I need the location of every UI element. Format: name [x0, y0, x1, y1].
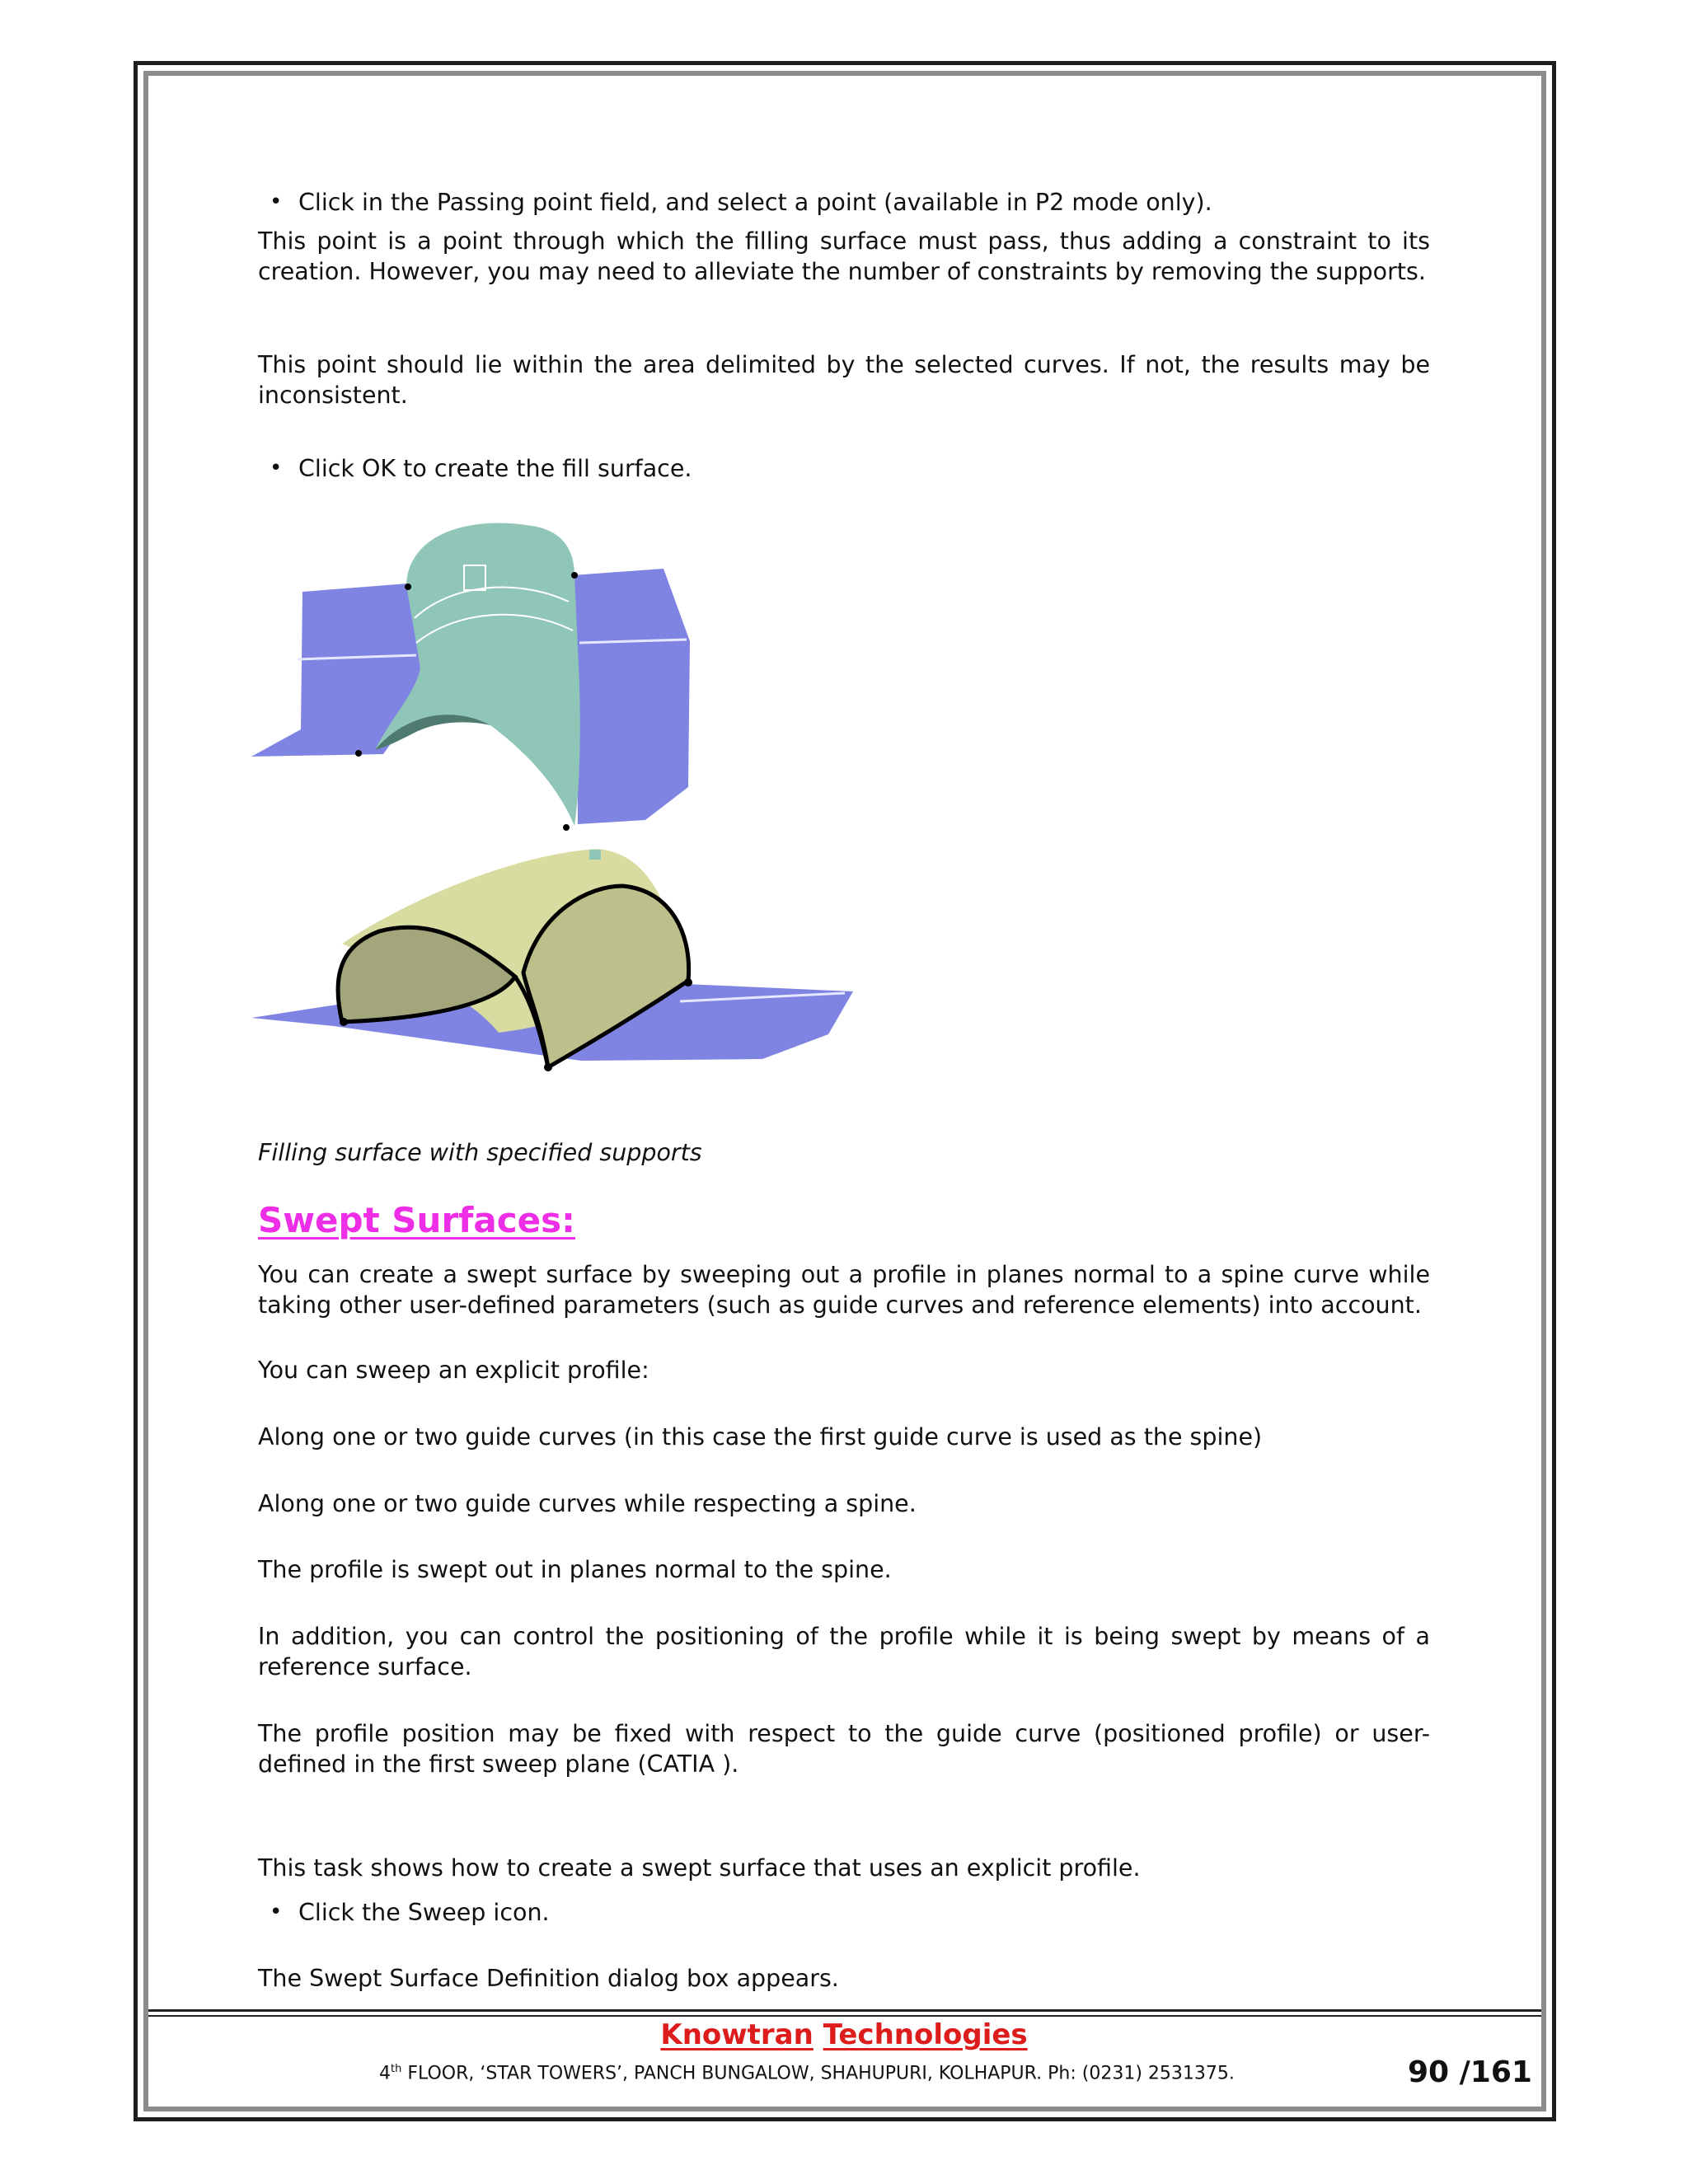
paragraph-profile-position: The profile position may be fixed with respect to the guide curve (positioned profile) or user-defined in the first sweep plane (CATIA ).	[258, 1720, 1430, 1778]
address-floor-suffix: th	[391, 2063, 402, 2075]
footer-company-name	[0, 2018, 1688, 2051]
footer-divider	[148, 2009, 1541, 2012]
paragraph-passing-point: This point is a point through which the filling surface must pass, thus adding a constraint to its creation. However, you may need to alleviate the number of constraints by removing the supports.	[258, 227, 1430, 285]
company-name-part1: Knowtran	[660, 2018, 814, 2051]
bullet-passing-point: Click in the Passing point field, and select a point (available in P2 mode only).	[298, 189, 1212, 216]
paragraph-reference-surface: In addition, you can control the positioning of the profile while it is being swept by means of a reference surface.	[258, 1623, 1430, 1680]
paragraph-task: This task shows how to create a swept surface that uses an explicit profile.	[258, 1854, 1141, 1882]
paragraph-along-spine: Along one or two guide curves while respecting a spine.	[258, 1490, 917, 1517]
paragraph-swept-intro: You can create a swept surface by sweeping out a profile in planes normal to a spine curve while taking other user-defined parameters (such as guide curves and reference elements) into account.	[258, 1261, 1430, 1319]
bullet-marker: •	[270, 1900, 283, 1924]
bullet-sweep-icon: Click the Sweep icon.	[298, 1899, 550, 1926]
address-rest: FLOOR, ‘STAR TOWERS’, PANCH BUNGALOW, SHAHUPURI, KOLHAPUR. Ph: (0231) 2531375.	[401, 2063, 1235, 2084]
address-floor: 4	[379, 2063, 391, 2084]
fill-surface-figure-top	[251, 519, 713, 841]
paragraph-sweep-explicit: You can sweep an explicit profile:	[258, 1357, 649, 1384]
bullet-marker: •	[270, 456, 283, 480]
right-support-surface	[573, 569, 690, 824]
company-name-part2: Technologies	[823, 2018, 1028, 2051]
page-number: 90 /161	[1408, 2055, 1532, 2089]
paragraph-dialog-appears: The Swept Surface Definition dialog box appears.	[258, 1965, 839, 1992]
paragraph-point-area: This point should lie within the area delimited by the selected curves. If not, the results may be inconsistent.	[258, 351, 1430, 409]
passing-point-marker	[589, 850, 601, 860]
footer-address	[379, 2063, 1235, 2083]
bullet-click-ok: Click OK to create the fill surface.	[298, 455, 692, 482]
fill-surface-figure-bottom	[251, 845, 861, 1084]
paragraph-along-guides: Along one or two guide curves (in this case the first guide curve is used as the spine)	[258, 1423, 1263, 1451]
bullet-marker: •	[270, 190, 283, 214]
section-heading-swept-surfaces: Swept Surfaces:	[258, 1200, 575, 1240]
footer-divider	[148, 2015, 1541, 2017]
paragraph-profile-normal: The profile is swept out in planes normal to the spine.	[258, 1556, 892, 1583]
figure-caption: Filling surface with specified supports	[258, 1139, 702, 1166]
